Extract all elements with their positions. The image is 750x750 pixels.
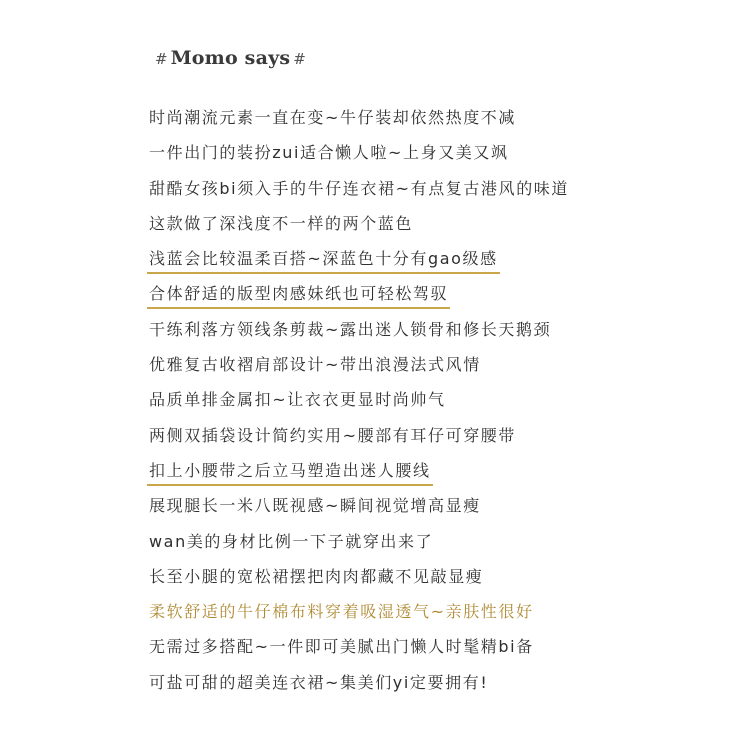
description-line — [147, 207, 571, 242]
description-line — [147, 136, 571, 171]
description-line-text: 品质单排金属扣~让衣衣更显时尚帅气 — [149, 390, 446, 410]
description-line-text: 两侧双插袋设计简约实用~腰部有耳仔可穿腰带 — [149, 425, 517, 445]
description-line-text: wan美的身材比例一下子就穿出来了 — [149, 531, 434, 551]
heading-title: Momo says — [170, 47, 291, 69]
description-line — [147, 313, 571, 348]
description-line-text: 这款做了深浅度不一样的两个蓝色 — [149, 213, 414, 233]
description-line-text: 时尚潮流元素一直在变~牛仔装却依然热度不减 — [149, 108, 517, 127]
description-line — [147, 172, 571, 207]
description-line — [147, 348, 571, 383]
description-line-text: 展现腿长一米八既视感~瞬间视觉增高显瘦 — [149, 496, 481, 516]
description-line — [147, 101, 571, 136]
section-heading — [155, 44, 306, 72]
description-line — [147, 277, 571, 312]
description-line — [147, 560, 571, 595]
description-line — [147, 666, 571, 701]
description-line — [147, 630, 571, 665]
description-line-text: 干练利落方领线条剪裁~露出迷人锁骨和修长天鹅颈 — [149, 319, 552, 339]
description-line — [147, 525, 571, 560]
description-line-text: 浅蓝会比较温柔百搭~深蓝色十分有gao级感 — [147, 246, 500, 274]
description-line — [147, 242, 571, 277]
description-line-text: 可盐可甜的超美连衣裙~集美们yi定要拥有! — [149, 672, 489, 692]
heading-hash-suffix: # — [293, 50, 306, 68]
description-line-text: 无需过多搭配~一件即可美腻出门懒人时髦精bi备 — [149, 637, 534, 657]
description-lines — [147, 101, 571, 701]
description-line-text: 长至小腿的宽松裙摆把肉肉都藏不见敲显瘦 — [149, 566, 484, 586]
description-line-text: 一件出门的装扮zui适合懒人啦~上身又美又飒 — [149, 143, 509, 163]
description-line-text: 合体舒适的版型肉感妹纸也可轻松驾驭 — [147, 281, 450, 309]
description-line — [147, 595, 571, 630]
description-line-text: 甜酷女孩bi须入手的牛仔连衣裙~有点复古港风的味道 — [149, 178, 570, 198]
description-line — [147, 419, 571, 454]
description-line-text: 扣上小腰带之后立马塑造出迷人腰线 — [147, 458, 433, 486]
description-line — [147, 489, 571, 524]
description-line-text: 优雅复古收褶肩部设计~带出浪漫法式风情 — [149, 355, 481, 375]
description-line — [147, 383, 571, 418]
description-line — [147, 454, 571, 489]
heading-hash-prefix: # — [155, 50, 168, 68]
description-line-text: 柔软舒适的牛仔棉布料穿着吸湿透气~亲肤性很好 — [149, 602, 534, 622]
